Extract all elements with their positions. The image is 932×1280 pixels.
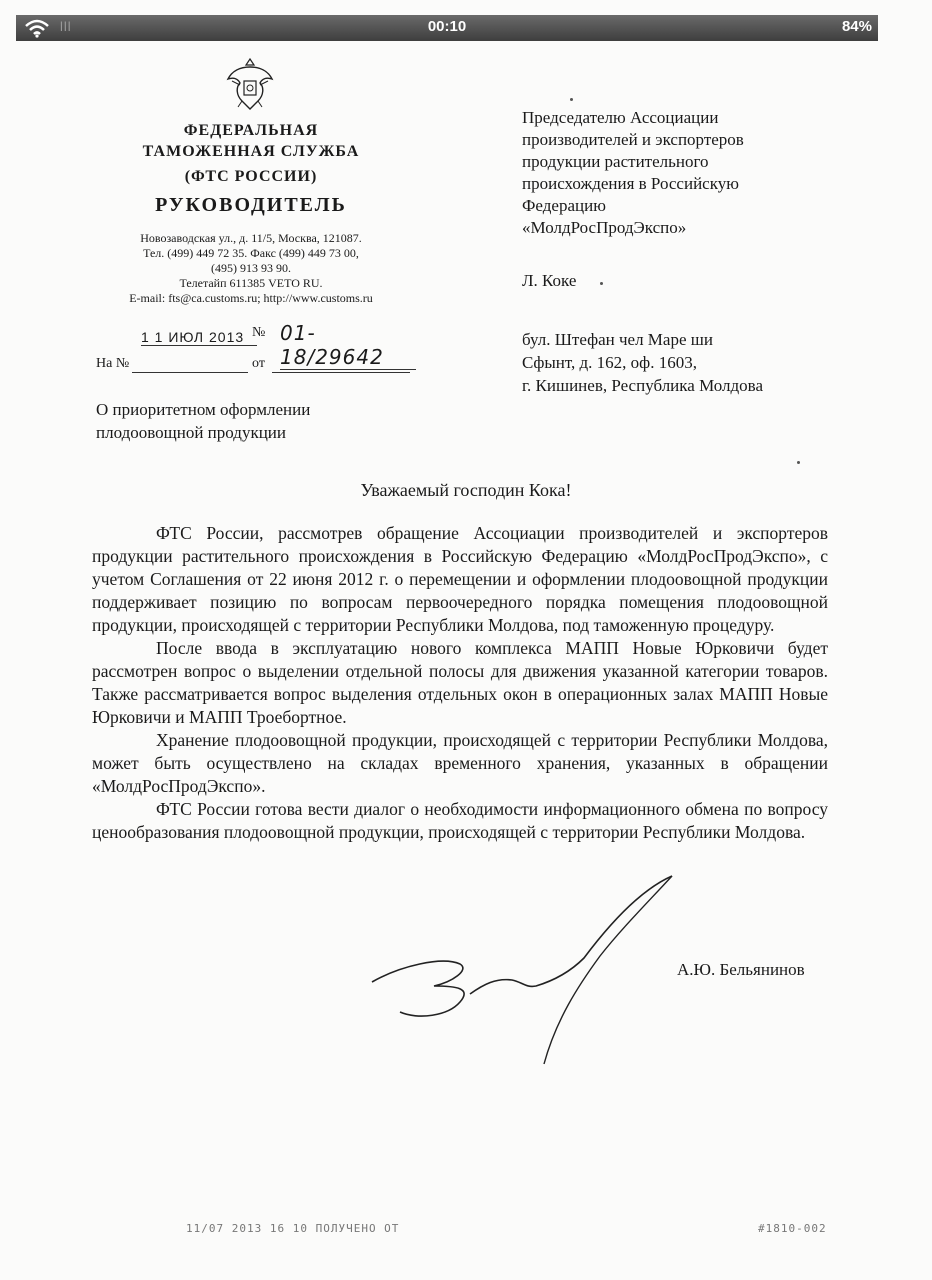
contact-phone2: (495) 913 93 90. [211,261,291,275]
battery-level: 84% [841,18,872,35]
letter-body [92,522,828,844]
greeting: Уважаемый господин Кока! [360,480,572,500]
fax-footer-right: #1810-002 [758,1222,827,1235]
subject-line: плодоовощной продукции [96,423,286,442]
ref-from-label: от [252,356,265,371]
org-name-line1: ФЕДЕРАЛЬНАЯ [183,122,319,139]
org-name-line2: ТАМОЖЕННАЯ СЛУЖБА [142,143,360,160]
letter-subject [96,398,396,444]
addressee-line: происхождения в Российскую [522,174,739,193]
body-paragraph: ФТС России готова вести диалог о необходимости информационного обмена по вопросу ценообразования плодоовощной продукции, происходящей с территории Республики Молдова. [92,799,828,842]
contact-block [96,231,406,306]
scan-speck [797,461,800,464]
addressee-line: «МолдРосПродЭкспо» [522,218,687,237]
body-paragraph: Хранение плодоовощной продукции, происходящей с территории Республики Молдова, может быть осуществлено на складах временного хранения, указанных в обращении «МолдРосПродЭкспо». [92,730,828,796]
carrier-label: lll [60,19,72,34]
address-line: г. Кишинев, Республика Молдова [522,376,764,395]
status-time: 00:10 [427,18,467,35]
addressee-line: продукции растительного [522,152,709,171]
document-date: 1 1 ИЮЛ 2013 [141,329,257,346]
org-position: РУКОВОДИТЕЛЬ [155,194,347,216]
addressee-line: Федерацию [522,196,606,215]
document-number: 01-18/29642 [280,321,416,370]
ref-number-blank [132,372,248,373]
contact-teletype: Телетайп 611385 VETO RU. [179,276,323,290]
body-paragraph: ФТС России, рассмотрев обращение Ассоциации производителей и экспортеров продукции растительного происхождения в Российскую Федерацию «МолдРосПродЭкспо», с учетом Соглашения от 22 июня 2012 г. о перемещении и оформлении плодоовощной продукции поддерживает позицию по вопросам первоочередного порядка помещения плодоовощной продукции, происходящей с территории Республики Молдова, под таможенную процедуру. [92,523,828,635]
ref-number-label: На № [96,356,130,371]
ref-from-blank [272,372,410,373]
body-paragraph: После ввода в эксплуатацию нового комплекса МАПП Новые Юрковичи будет рассмотрен вопрос о выделении отдельной полосы для движения указанной категории товаров. Также рассматривается вопрос выделения отдельных окон в операционных залах МАПП Новые Юрковичи и МАПП Троебортное. [92,638,828,727]
org-abbreviation: (ФТС РОССИИ) [184,168,318,185]
addressee-line: Председателю Ассоциации [522,108,719,127]
fax-footer-left: 11/07 2013 16 10 ПОЛУЧЕНО ОТ [186,1222,400,1235]
addressee-block [522,107,822,239]
reference-line [96,356,416,378]
address-line: Сфынт, д. 162, оф. 1603, [522,353,697,372]
signer-name: А.Ю. Бельянинов [677,960,805,979]
addressee-line: производителей и экспортеров [522,130,744,149]
scan-speck [600,282,603,285]
contact-phone: Тел. (499) 449 72 35. Факс (499) 449 73 00, [143,246,359,260]
status-bar [16,15,878,41]
recipient-name: Л. Коке [522,271,577,290]
subject-line: О приоритетном оформлении [96,400,311,419]
address-line: бул. Штефан чел Маре ши [522,330,713,349]
coat-of-arms-icon [222,55,278,113]
scan-speck [570,98,573,101]
recipient-address [522,328,832,397]
contact-email: E-mail: fts@ca.customs.ru; http://www.customs.ru [129,291,373,305]
handwritten-signature [360,870,690,1080]
number-label: № [252,325,266,340]
contact-address: Новозаводская ул., д. 11/5, Москва, 121087. [140,231,362,245]
